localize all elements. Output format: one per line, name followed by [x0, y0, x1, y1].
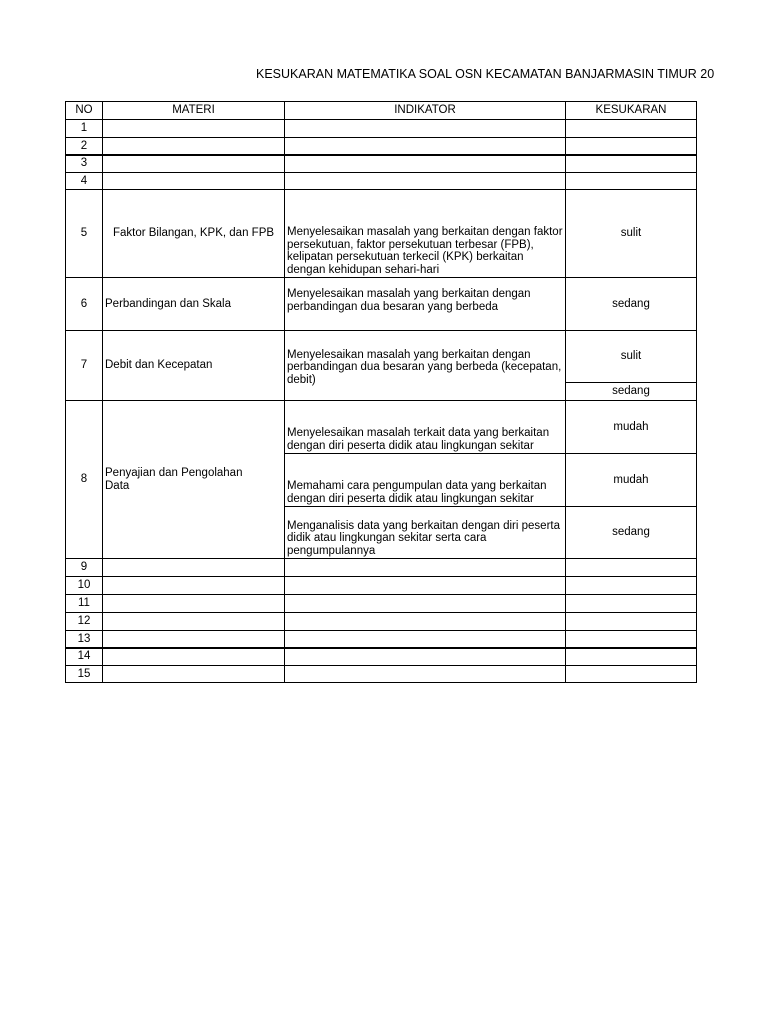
kesukaran-cell: mudah	[565, 453, 697, 507]
row-number: 10	[65, 576, 103, 595]
kesukaran-cell	[565, 576, 697, 595]
row-number: 5	[65, 189, 103, 278]
row-number: 3	[65, 154, 103, 173]
kesukaran-cell	[565, 172, 697, 190]
indikator-cell	[284, 576, 566, 595]
row-number: 11	[65, 594, 103, 613]
row-number: 9	[65, 558, 103, 577]
row-number: 2	[65, 137, 103, 156]
kesukaran-cell	[565, 647, 697, 666]
indikator-cell	[284, 154, 566, 173]
row-number: 6	[65, 277, 103, 331]
kesukaran-cell: sulit	[565, 330, 697, 383]
difficulty-table	[65, 101, 697, 683]
row-number: 1	[65, 119, 103, 138]
indikator-cell	[284, 647, 566, 666]
document-title: KESUKARAN MATEMATIKA SOAL OSN KECAMATAN BANJARMASIN TIMUR 20	[256, 67, 715, 81]
indikator-cell: Menyelesaikan masalah yang berkaitan dengan faktor persekutuan, faktor persekutuan terbesar (FPB), kelipatan persekutuan terkecil (KPK) berkaitan dengan kehidupan sehari-hari	[284, 189, 566, 278]
row-number: 15	[65, 665, 103, 683]
row-number: 12	[65, 612, 103, 631]
kesukaran-cell: sedang	[565, 277, 697, 331]
kesukaran-cell	[565, 154, 697, 173]
indikator-cell: Memahami cara pengumpulan data yang berkaitan dengan diri peserta didik atau lingkungan sekitar	[284, 453, 566, 507]
kesukaran-cell	[565, 119, 697, 138]
indikator-cell	[284, 665, 566, 683]
materi-cell: Perbandingan dan Skala	[102, 277, 285, 331]
indikator-cell	[284, 594, 566, 613]
indikator-cell: Menyelesaikan masalah terkait data yang berkaitan dengan diri peserta didik atau lingkungan sekitar	[284, 400, 566, 454]
indikator-cell: Menyelesaikan masalah yang berkaitan dengan perbandingan dua besaran yang berbeda (kecepatan, debit)	[284, 330, 566, 401]
kesukaran-cell	[565, 594, 697, 613]
materi-cell	[102, 172, 285, 190]
materi-cell	[102, 647, 285, 666]
materi-cell	[102, 594, 285, 613]
materi-cell: Faktor Bilangan, KPK, dan FPB	[102, 189, 285, 278]
kesukaran-cell: sedang	[565, 382, 697, 401]
materi-cell	[102, 558, 285, 577]
materi-cell	[102, 665, 285, 683]
header-materi: MATERI	[102, 101, 285, 120]
kesukaran-cell: sedang	[565, 506, 697, 559]
header-indikator: INDIKATOR	[284, 101, 566, 120]
indikator-cell	[284, 119, 566, 138]
materi-cell	[102, 119, 285, 138]
header-no: NO	[65, 101, 103, 120]
row-number: 7	[65, 330, 103, 401]
materi-cell	[102, 154, 285, 173]
indikator-cell	[284, 558, 566, 577]
indikator-cell	[284, 612, 566, 631]
indikator-cell	[284, 172, 566, 190]
kesukaran-cell: mudah	[565, 400, 697, 454]
indikator-cell: Menyelesaikan masalah yang berkaitan dengan perbandingan dua besaran yang berbeda	[284, 277, 566, 331]
materi-cell: Debit dan Kecepatan	[102, 330, 285, 401]
materi-cell: Penyajian dan Pengolahan Data	[102, 400, 285, 559]
kesukaran-cell	[565, 558, 697, 577]
materi-cell	[102, 576, 285, 595]
kesukaran-cell	[565, 612, 697, 631]
kesukaran-cell	[565, 665, 697, 683]
kesukaran-cell: sulit	[565, 189, 697, 278]
indikator-cell: Menganalisis data yang berkaitan dengan diri peserta didik atau lingkungan sekitar serta cara pengumpulannya	[284, 506, 566, 559]
row-number: 13	[65, 630, 103, 649]
row-number: 4	[65, 172, 103, 190]
row-number: 8	[65, 400, 103, 559]
row-number: 14	[65, 647, 103, 666]
materi-cell	[102, 612, 285, 631]
header-kesukaran: KESUKARAN	[565, 101, 697, 120]
